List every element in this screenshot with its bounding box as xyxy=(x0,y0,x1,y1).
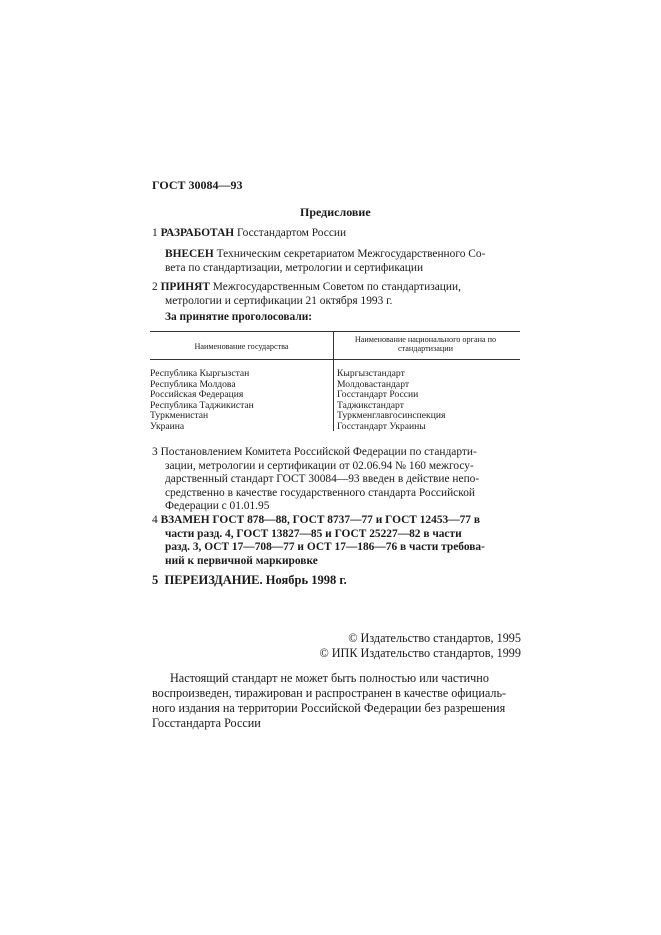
table-column-states xyxy=(150,369,330,433)
table-column-bodies xyxy=(337,369,517,433)
item-number: 1 xyxy=(152,227,158,239)
table-cell: Госстандарт России xyxy=(337,389,419,401)
item-1-developed xyxy=(152,227,518,241)
item-text: зации, метрологии и сертификации от 02.06.94 № 160 межгосу- xyxy=(165,459,474,472)
table-cell: Республика Кыргызстан xyxy=(150,368,250,379)
item-2-adopted xyxy=(152,281,518,308)
item-text: ВЗАМЕН ГОСТ 878—88, ГОСТ 8737—77 и ГОСТ 12453—77 в xyxy=(160,514,480,526)
table-cell: Госстандарт Украины xyxy=(337,420,426,432)
item-text: Техническим секретариатом Межгосударственного Со- xyxy=(216,248,486,260)
item-introduced xyxy=(152,248,518,275)
item-text: Ноябрь 1998 г. xyxy=(265,573,347,587)
copyright-line: © Издательство стандартов, 1995 xyxy=(348,631,521,645)
item-label: ПЕРЕИЗДАНИЕ. xyxy=(164,573,263,587)
copyright-block xyxy=(319,631,521,661)
item-label: ВНЕСЕН xyxy=(165,248,214,260)
table-header-state: Наименование государства xyxy=(194,342,289,351)
table-cell: Украина xyxy=(150,420,185,432)
table-cell: Таджикстандарт xyxy=(337,399,404,411)
item-number: 4 xyxy=(152,514,158,526)
section-title: Предисловие xyxy=(300,205,371,219)
item-number: 3 xyxy=(152,446,158,458)
notice-line: воспроизведен, тиражирован и распространен в качестве официаль- xyxy=(152,686,507,700)
item-number: 5 xyxy=(152,573,159,587)
item-label: ПРИНЯТ xyxy=(160,281,210,293)
vote-heading: За принятие проголосовали: xyxy=(165,311,313,323)
table-cell: Республика Молдова xyxy=(150,378,236,390)
item-text: ний к первичной маркировке xyxy=(165,554,318,567)
item-text: Постановлением Комитета Российской Федерации по стандарти- xyxy=(160,446,477,458)
item-5-reissue xyxy=(152,573,347,588)
table-cell: Молдовастандарт xyxy=(337,378,410,390)
table-cell: Туркменистан xyxy=(150,410,209,422)
item-text: разд. 3, ОСТ 17—708—77 и ОСТ 17—186—76 в части требова- xyxy=(165,541,485,554)
table-cell: Туркменглавгосинспекция xyxy=(337,410,446,422)
item-text: Межгосударственным Советом по стандартизации, xyxy=(212,281,461,293)
item-text: метрологии и сертификации 21 октября 1993 г. xyxy=(165,294,393,307)
table-header-rule xyxy=(150,359,520,360)
notice-line: Настоящий стандарт не может быть полностью или частично xyxy=(170,671,489,685)
table-cell: Республика Таджикистан xyxy=(150,399,254,411)
table-top-rule xyxy=(150,331,520,332)
item-label: РАЗРАБОТАН xyxy=(160,227,235,239)
item-text: средственно в качестве государственного стандарта Российской xyxy=(165,486,475,499)
table-cell: Кыргызстандарт xyxy=(337,368,405,379)
states-table xyxy=(150,331,520,431)
reproduction-notice xyxy=(152,671,520,731)
item-number: 2 xyxy=(152,281,158,293)
item-text: части разд. 4, ГОСТ 13827—85 и ГОСТ 25227—82 в части xyxy=(165,527,462,540)
copyright-line: © ИПК Издательство стандартов, 1999 xyxy=(319,646,521,660)
item-text: Госстандартом России xyxy=(237,227,347,239)
item-text: вета по стандартизации, метрологии и сертификации xyxy=(165,261,424,274)
table-column-divider xyxy=(333,331,334,431)
item-text: дарственный стандарт ГОСТ 30084—93 введен в действие непо- xyxy=(165,473,480,486)
notice-line: Госстандарта России xyxy=(152,716,261,730)
document-id: ГОСТ 30084—93 xyxy=(152,178,243,192)
table-cell: Российская Федерация xyxy=(150,389,244,401)
item-4-replaces xyxy=(152,514,520,568)
notice-line: ного издания на территории Российской Федерации без разрешения xyxy=(152,701,506,715)
item-text: Федерации с 01.01.95 xyxy=(165,500,270,513)
item-3-resolution xyxy=(152,446,520,514)
table-header-body: Наименование национального органа по стандартизации xyxy=(354,335,497,353)
